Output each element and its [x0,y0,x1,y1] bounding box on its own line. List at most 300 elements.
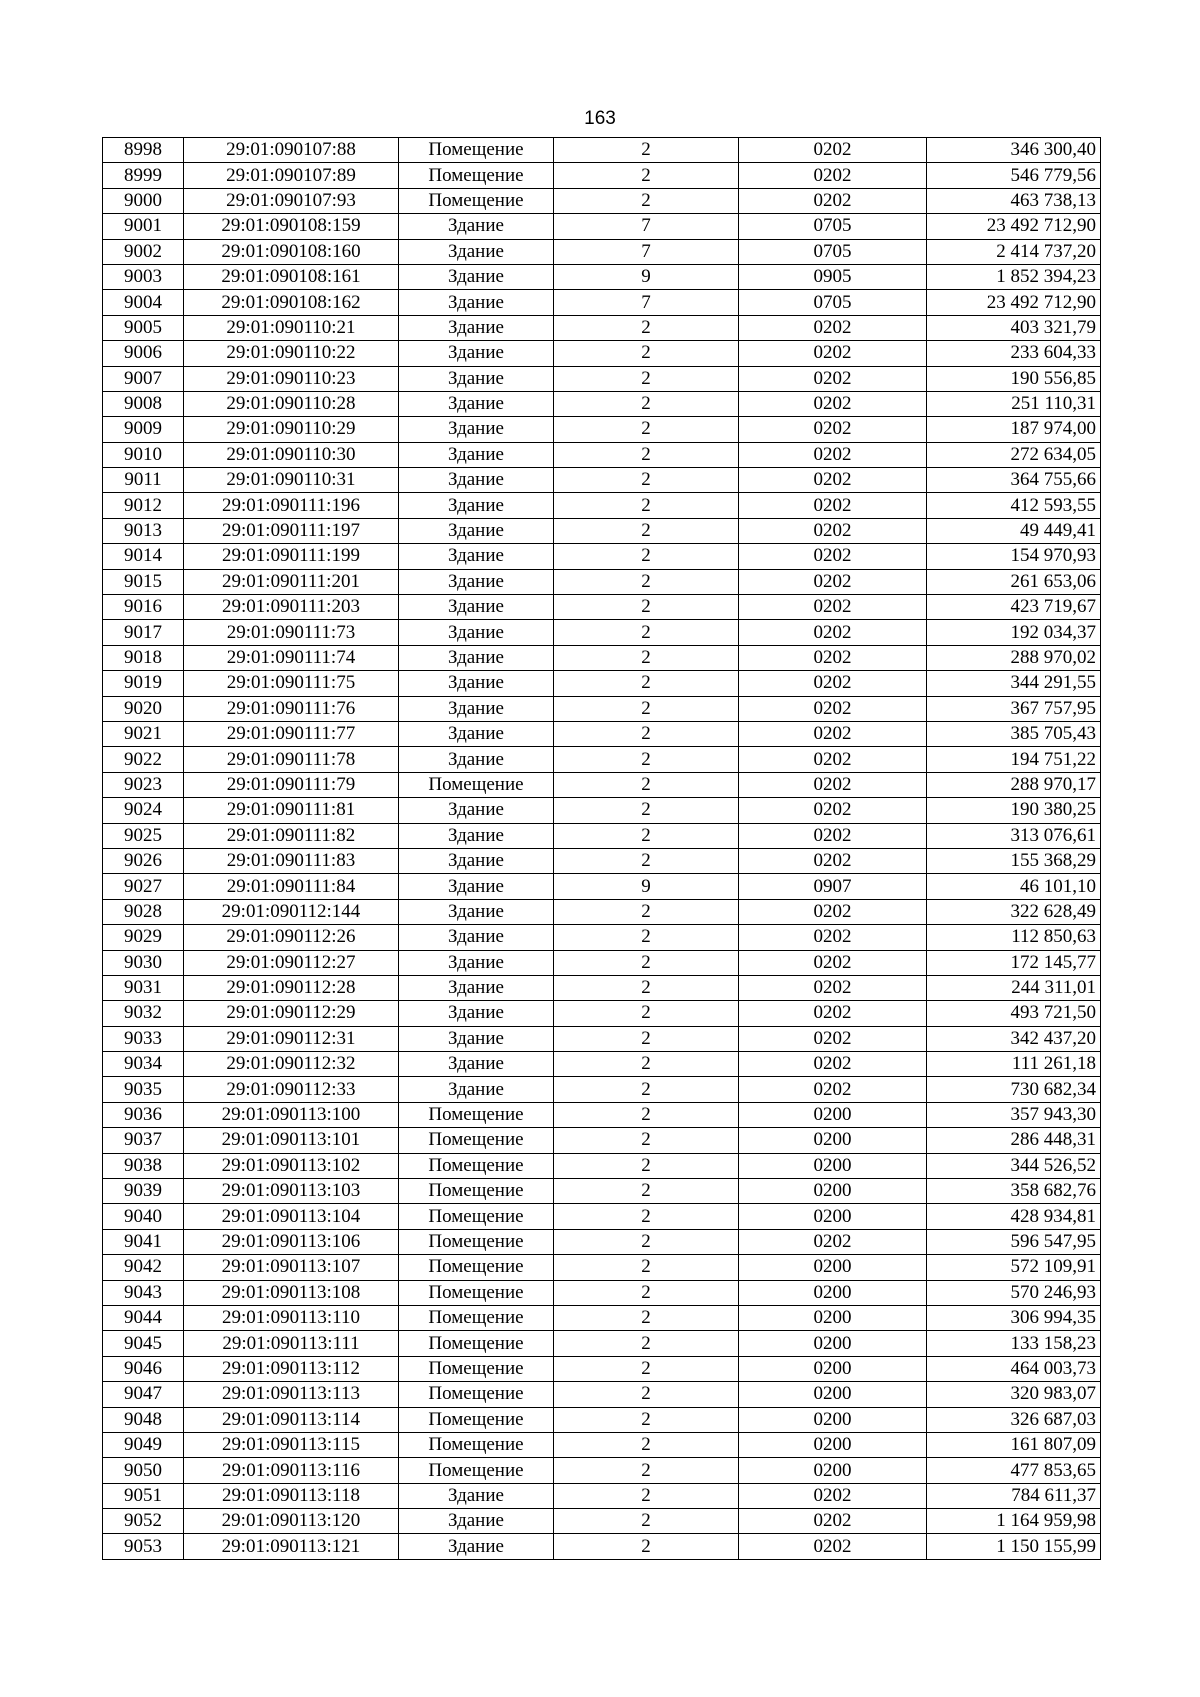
cadastral-number-cell: 29:01:090111:79 [184,772,399,797]
cadastral-number-cell: 29:01:090111:82 [184,823,399,848]
group-cell: 2 [554,823,739,848]
cadastral-value-cell: 320 983,07 [927,1382,1101,1407]
group-cell: 2 [554,544,739,569]
table-row [103,1052,1101,1077]
cadastral-number-cell: 29:01:090112:31 [184,1026,399,1051]
table-row [103,1077,1101,1102]
row-number-cell: 9010 [103,442,184,467]
code-cell: 0200 [739,1407,927,1432]
object-type-cell: Здание [399,264,554,289]
cadastral-value-cell: 730 682,34 [927,1077,1101,1102]
object-type-cell: Помещение [399,1356,554,1381]
row-number-cell: 9052 [103,1509,184,1534]
table-row [103,1432,1101,1457]
object-type-cell: Здание [399,925,554,950]
object-type-cell: Здание [399,848,554,873]
object-type-cell: Здание [399,823,554,848]
group-cell: 2 [554,1204,739,1229]
group-cell: 2 [554,645,739,670]
code-cell: 0905 [739,264,927,289]
group-cell: 2 [554,848,739,873]
row-number-cell: 9004 [103,290,184,315]
code-cell: 0202 [739,1026,927,1051]
group-cell: 7 [554,290,739,315]
cadastral-number-cell: 29:01:090113:104 [184,1204,399,1229]
cadastral-number-cell: 29:01:090111:74 [184,645,399,670]
table-row [103,391,1101,416]
cadastral-value-cell: 2 414 737,20 [927,239,1101,264]
group-cell: 2 [554,315,739,340]
cadastral-number-cell: 29:01:090111:76 [184,696,399,721]
code-cell: 0202 [739,823,927,848]
cadastral-number-cell: 29:01:090112:29 [184,1001,399,1026]
table-row [103,468,1101,493]
cadastral-value-cell: 306 994,35 [927,1305,1101,1330]
row-number-cell: 9002 [103,239,184,264]
cadastral-number-cell: 29:01:090111:83 [184,848,399,873]
table-row [103,1305,1101,1330]
cadastral-value-cell: 313 076,61 [927,823,1101,848]
group-cell: 2 [554,595,739,620]
cadastral-value-cell: 342 437,20 [927,1026,1101,1051]
cadastral-value-cell: 190 556,85 [927,366,1101,391]
object-type-cell: Здание [399,595,554,620]
group-cell: 2 [554,417,739,442]
table-row [103,874,1101,899]
code-cell: 0200 [739,1255,927,1280]
object-type-cell: Помещение [399,138,554,163]
cadastral-value-cell: 244 311,01 [927,975,1101,1000]
cadastral-number-cell: 29:01:090113:115 [184,1432,399,1457]
cadastral-number-cell: 29:01:090108:159 [184,214,399,239]
page-number: 163 [584,108,616,129]
row-number-cell: 9050 [103,1458,184,1483]
cadastral-number-cell: 29:01:090112:28 [184,975,399,1000]
object-type-cell: Здание [399,1509,554,1534]
code-cell: 0202 [739,493,927,518]
cadastral-value-cell: 133 158,23 [927,1331,1101,1356]
cadastral-number-cell: 29:01:090113:112 [184,1356,399,1381]
group-cell: 7 [554,214,739,239]
object-type-cell: Здание [399,493,554,518]
group-cell: 2 [554,975,739,1000]
code-cell: 0200 [739,1153,927,1178]
code-cell: 0202 [739,1509,927,1534]
cadastral-value-cell: 46 101,10 [927,874,1101,899]
group-cell: 2 [554,1255,739,1280]
row-number-cell: 9041 [103,1229,184,1254]
group-cell: 2 [554,620,739,645]
row-number-cell: 9009 [103,417,184,442]
code-cell: 0705 [739,239,927,264]
cadastral-value-cell: 187 974,00 [927,417,1101,442]
group-cell: 2 [554,1331,739,1356]
code-cell: 0202 [739,1001,927,1026]
cadastral-number-cell: 29:01:090113:108 [184,1280,399,1305]
cadastral-number-cell: 29:01:090108:162 [184,290,399,315]
cadastral-value-cell: 111 261,18 [927,1052,1101,1077]
table-row [103,1483,1101,1508]
table-row [103,188,1101,213]
row-number-cell: 9030 [103,950,184,975]
cadastral-value-cell: 192 034,37 [927,620,1101,645]
table-row [103,620,1101,645]
row-number-cell: 9008 [103,391,184,416]
table-row [103,138,1101,163]
code-cell: 0202 [739,417,927,442]
cadastral-value-cell: 154 970,93 [927,544,1101,569]
cadastral-value-cell: 1 852 394,23 [927,264,1101,289]
cadastral-number-cell: 29:01:090113:110 [184,1305,399,1330]
cadastral-value-cell: 385 705,43 [927,721,1101,746]
object-type-cell: Здание [399,874,554,899]
object-type-cell: Здание [399,747,554,772]
registry-table-body [103,138,1101,1560]
row-number-cell: 9028 [103,899,184,924]
cadastral-number-cell: 29:01:090111:201 [184,569,399,594]
table-row [103,975,1101,1000]
group-cell: 2 [554,1052,739,1077]
cadastral-value-cell: 326 687,03 [927,1407,1101,1432]
row-number-cell: 9001 [103,214,184,239]
group-cell: 2 [554,391,739,416]
code-cell: 0202 [739,188,927,213]
cadastral-number-cell: 29:01:090113:103 [184,1179,399,1204]
cadastral-number-cell: 29:01:090111:84 [184,874,399,899]
table-row [103,1407,1101,1432]
row-number-cell: 9026 [103,848,184,873]
row-number-cell: 9007 [103,366,184,391]
cadastral-number-cell: 29:01:090113:114 [184,1407,399,1432]
code-cell: 0202 [739,366,927,391]
row-number-cell: 9005 [103,315,184,340]
cadastral-number-cell: 29:01:090113:120 [184,1509,399,1534]
table-row [103,696,1101,721]
object-type-cell: Здание [399,1483,554,1508]
group-cell: 2 [554,747,739,772]
cadastral-value-cell: 477 853,65 [927,1458,1101,1483]
row-number-cell: 9053 [103,1534,184,1559]
code-cell: 0202 [739,1483,927,1508]
cadastral-number-cell: 29:01:090111:197 [184,518,399,543]
object-type-cell: Здание [399,391,554,416]
object-type-cell: Здание [399,366,554,391]
table-row [103,925,1101,950]
cadastral-number-cell: 29:01:090113:113 [184,1382,399,1407]
table-row [103,417,1101,442]
code-cell: 0202 [739,848,927,873]
row-number-cell: 9003 [103,264,184,289]
cadastral-value-cell: 596 547,95 [927,1229,1101,1254]
table-row [103,341,1101,366]
cadastral-number-cell: 29:01:090110:30 [184,442,399,467]
table-row [103,747,1101,772]
cadastral-value-cell: 346 300,40 [927,138,1101,163]
cadastral-number-cell: 29:01:090113:100 [184,1102,399,1127]
row-number-cell: 8999 [103,163,184,188]
row-number-cell: 9032 [103,1001,184,1026]
code-cell: 0202 [739,721,927,746]
row-number-cell: 9022 [103,747,184,772]
cadastral-number-cell: 29:01:090108:161 [184,264,399,289]
row-number-cell: 9025 [103,823,184,848]
table-row [103,239,1101,264]
code-cell: 0705 [739,290,927,315]
table-row [103,442,1101,467]
group-cell: 2 [554,1280,739,1305]
code-cell: 0907 [739,874,927,899]
code-cell: 0200 [739,1102,927,1127]
object-type-cell: Помещение [399,1280,554,1305]
group-cell: 2 [554,671,739,696]
table-row [103,848,1101,873]
group-cell: 2 [554,1382,739,1407]
cadastral-value-cell: 463 738,13 [927,188,1101,213]
group-cell: 2 [554,1509,739,1534]
code-cell: 0202 [739,569,927,594]
cadastral-value-cell: 1 164 959,98 [927,1509,1101,1534]
cadastral-number-cell: 29:01:090107:89 [184,163,399,188]
row-number-cell: 9047 [103,1382,184,1407]
object-type-cell: Здание [399,899,554,924]
row-number-cell: 9006 [103,341,184,366]
code-cell: 0200 [739,1382,927,1407]
group-cell: 2 [554,1153,739,1178]
code-cell: 0200 [739,1280,927,1305]
object-type-cell: Помещение [399,772,554,797]
table-row [103,264,1101,289]
table-row [103,163,1101,188]
row-number-cell: 9012 [103,493,184,518]
group-cell: 2 [554,899,739,924]
row-number-cell: 9013 [103,518,184,543]
row-number-cell: 9034 [103,1052,184,1077]
cadastral-value-cell: 112 850,63 [927,925,1101,950]
row-number-cell: 9031 [103,975,184,1000]
cadastral-value-cell: 423 719,67 [927,595,1101,620]
row-number-cell: 8998 [103,138,184,163]
table-row [103,899,1101,924]
object-type-cell: Здание [399,975,554,1000]
row-number-cell: 9016 [103,595,184,620]
object-type-cell: Здание [399,544,554,569]
row-number-cell: 9038 [103,1153,184,1178]
code-cell: 0202 [739,696,927,721]
group-cell: 2 [554,341,739,366]
cadastral-number-cell: 29:01:090111:75 [184,671,399,696]
table-row [103,315,1101,340]
code-cell: 0202 [739,595,927,620]
object-type-cell: Здание [399,696,554,721]
object-type-cell: Помещение [399,163,554,188]
cadastral-value-cell: 464 003,73 [927,1356,1101,1381]
group-cell: 2 [554,1458,739,1483]
cadastral-number-cell: 29:01:090110:28 [184,391,399,416]
object-type-cell: Здание [399,671,554,696]
object-type-cell: Здание [399,721,554,746]
code-cell: 0202 [739,1534,927,1559]
cadastral-value-cell: 367 757,95 [927,696,1101,721]
group-cell: 2 [554,493,739,518]
group-cell: 2 [554,798,739,823]
object-type-cell: Помещение [399,1432,554,1457]
code-cell: 0202 [739,163,927,188]
table-row [103,823,1101,848]
group-cell: 2 [554,442,739,467]
object-type-cell: Помещение [399,188,554,213]
object-type-cell: Здание [399,442,554,467]
row-number-cell: 9037 [103,1128,184,1153]
table-row [103,1179,1101,1204]
cadastral-number-cell: 29:01:090111:203 [184,595,399,620]
cadastral-value-cell: 49 449,41 [927,518,1101,543]
table-row [103,1204,1101,1229]
group-cell: 2 [554,1179,739,1204]
cadastral-number-cell: 29:01:090110:22 [184,341,399,366]
cadastral-value-cell: 572 109,91 [927,1255,1101,1280]
cadastral-value-cell: 358 682,76 [927,1179,1101,1204]
table-row [103,645,1101,670]
code-cell: 0200 [739,1204,927,1229]
row-number-cell: 9019 [103,671,184,696]
group-cell: 2 [554,1305,739,1330]
code-cell: 0200 [739,1305,927,1330]
table-row [103,1229,1101,1254]
code-cell: 0202 [739,798,927,823]
cadastral-number-cell: 29:01:090110:21 [184,315,399,340]
object-type-cell: Здание [399,1052,554,1077]
group-cell: 2 [554,925,739,950]
cadastral-value-cell: 194 751,22 [927,747,1101,772]
table-row [103,1102,1101,1127]
group-cell: 2 [554,1407,739,1432]
row-number-cell: 9029 [103,925,184,950]
table-row [103,721,1101,746]
row-number-cell: 9049 [103,1432,184,1457]
table-row [103,1001,1101,1026]
cadastral-value-cell: 428 934,81 [927,1204,1101,1229]
code-cell: 0705 [739,214,927,239]
group-cell: 2 [554,518,739,543]
cadastral-value-cell: 344 526,52 [927,1153,1101,1178]
group-cell: 2 [554,1229,739,1254]
cadastral-value-cell: 261 653,06 [927,569,1101,594]
object-type-cell: Помещение [399,1153,554,1178]
table-row [103,1153,1101,1178]
row-number-cell: 9051 [103,1483,184,1508]
code-cell: 0200 [739,1331,927,1356]
cadastral-value-cell: 403 321,79 [927,315,1101,340]
cadastral-value-cell: 172 145,77 [927,950,1101,975]
group-cell: 2 [554,1432,739,1457]
object-type-cell: Здание [399,417,554,442]
group-cell: 9 [554,264,739,289]
cadastral-number-cell: 29:01:090112:27 [184,950,399,975]
code-cell: 0202 [739,671,927,696]
cadastral-number-cell: 29:01:090113:102 [184,1153,399,1178]
object-type-cell: Помещение [399,1255,554,1280]
object-type-cell: Помещение [399,1102,554,1127]
object-type-cell: Помещение [399,1331,554,1356]
cadastral-number-cell: 29:01:090112:144 [184,899,399,924]
cadastral-number-cell: 29:01:090113:101 [184,1128,399,1153]
table-row [103,569,1101,594]
object-type-cell: Помещение [399,1382,554,1407]
group-cell: 2 [554,696,739,721]
group-cell: 2 [554,1483,739,1508]
group-cell: 2 [554,138,739,163]
cadastral-value-cell: 161 807,09 [927,1432,1101,1457]
cadastral-number-cell: 29:01:090110:23 [184,366,399,391]
row-number-cell: 9015 [103,569,184,594]
object-type-cell: Здание [399,214,554,239]
cadastral-number-cell: 29:01:090113:121 [184,1534,399,1559]
object-type-cell: Здание [399,950,554,975]
group-cell: 2 [554,1102,739,1127]
row-number-cell: 9042 [103,1255,184,1280]
row-number-cell: 9048 [103,1407,184,1432]
object-type-cell: Здание [399,1077,554,1102]
cadastral-number-cell: 29:01:090112:33 [184,1077,399,1102]
code-cell: 0202 [739,544,927,569]
row-number-cell: 9039 [103,1179,184,1204]
row-number-cell: 9024 [103,798,184,823]
table-row [103,950,1101,975]
cadastral-number-cell: 29:01:090110:31 [184,468,399,493]
group-cell: 2 [554,1128,739,1153]
object-type-cell: Помещение [399,1407,554,1432]
object-type-cell: Помещение [399,1229,554,1254]
table-row [103,671,1101,696]
cadastral-number-cell: 29:01:090108:160 [184,239,399,264]
code-cell: 0202 [739,442,927,467]
code-cell: 0202 [739,341,927,366]
object-type-cell: Помещение [399,1204,554,1229]
group-cell: 2 [554,366,739,391]
table-row [103,1534,1101,1559]
cadastral-number-cell: 29:01:090113:118 [184,1483,399,1508]
table-row [103,290,1101,315]
code-cell: 0202 [739,468,927,493]
cadastral-value-cell: 364 755,66 [927,468,1101,493]
row-number-cell: 9046 [103,1356,184,1381]
table-row [103,1356,1101,1381]
row-number-cell: 9000 [103,188,184,213]
cadastral-value-cell: 155 368,29 [927,848,1101,873]
row-number-cell: 9021 [103,721,184,746]
code-cell: 0202 [739,950,927,975]
table-row [103,1458,1101,1483]
code-cell: 0202 [739,747,927,772]
cadastral-value-cell: 233 604,33 [927,341,1101,366]
table-row [103,544,1101,569]
group-cell: 7 [554,239,739,264]
object-type-cell: Здание [399,290,554,315]
cadastral-value-cell: 493 721,50 [927,1001,1101,1026]
table-row [103,366,1101,391]
code-cell: 0202 [739,925,927,950]
row-number-cell: 9035 [103,1077,184,1102]
cadastral-value-cell: 288 970,02 [927,645,1101,670]
object-type-cell: Здание [399,315,554,340]
cadastral-number-cell: 29:01:090107:88 [184,138,399,163]
cadastral-value-cell: 190 380,25 [927,798,1101,823]
cadastral-number-cell: 29:01:090110:29 [184,417,399,442]
cadastral-value-cell: 251 110,31 [927,391,1101,416]
code-cell: 0200 [739,1458,927,1483]
table-row [103,1331,1101,1356]
table-row [103,1509,1101,1534]
